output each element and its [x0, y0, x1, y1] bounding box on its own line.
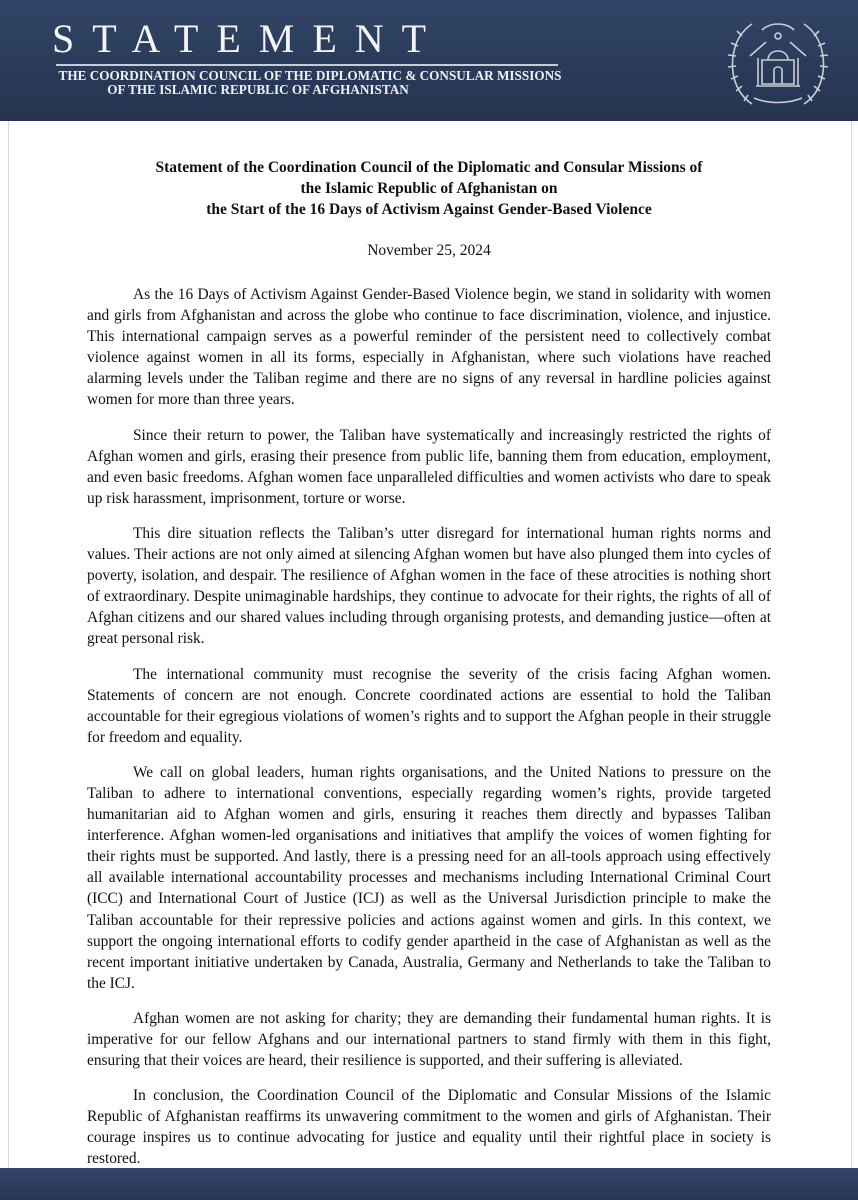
paragraph-1: As the 16 Days of Activism Against Gender-Based Violence begin, we stand in solidarity with women and girls from Afghanistan and across the globe who continue to face discrimination, violence, and injustice. This international campaign serves as a powerful reminder of the persistent need to collectively combat violence against women in all its forms, especially in Afghanistan, where such violations have reached alarming levels under the Taliban regime and there are no signs of any reversal in hardline policies against women for more than three years.	[87, 286, 771, 409]
header-divider	[56, 64, 558, 66]
title-line-3: the Start of the 16 Days of Activism Against Gender-Based Violence	[206, 201, 652, 218]
title-line-2: the Islamic Republic of Afghanistan on	[300, 180, 558, 197]
document-date: November 25, 2024	[367, 242, 491, 259]
footer-banner	[0, 1168, 858, 1200]
header-title: STATEMENT	[52, 16, 445, 61]
title-line-1: Statement of the Coordination Council of the Diplomatic and Consular Missions of	[155, 159, 703, 176]
paragraph-4: The international community must recognise the severity of the crisis facing Afghan women. Statements of concern are not enough. Concrete coordinated actions are essential to hold the Taliban accountable for their egregious violations of women’s rights and to support the Afghan people in their struggle for freedom and equality.	[87, 665, 771, 746]
header-subtitle-line1: THE COORDINATION COUNCIL OF THE DIPLOMATIC & CONSULAR MISSIONS	[58, 68, 562, 83]
header-subtitle-line2: OF THE ISLAMIC REPUBLIC OF AFGHANISTAN	[107, 82, 409, 97]
document-title	[60, 157, 798, 220]
afghanistan-emblem-icon	[722, 6, 834, 114]
paragraph-3: This dire situation reflects the Taliban’s utter disregard for international human rights norms and values. Their actions are not only aimed at silencing Afghan women but have also plunged them into cycles of poverty, isolation, and despair. The resilience of Afghan women in the face of these atrocities is nothing short of extraordinary. Despite unimaginable hardships, they continue to advocate for their rights, the rights of all of Afghan citizens and our shared values including through organising protests, and demanding justice—often at great personal risk.	[87, 524, 771, 648]
letterhead-banner	[0, 0, 858, 121]
paragraph-6: Afghan women are not asking for charity; they are demanding their fundamental human rights. It is imperative for our fellow Afghans and our international partners to stand firmly with them in this fight, ensuring that their voices are heard, their resilience is supported, and their suffering is alleviated.	[87, 1009, 771, 1070]
paragraph-5: We call on global leaders, human rights organisations, and the United Nations to pressure on the Taliban to adhere to international conventions, especially regarding women’s rights, provide targeted humanitarian aid to Afghan women and girls, ensuring it reaches them directly and bypasses Taliban interference. Afghan women-led organisations and initiatives that amplify the voices of women fighting for their rights must be supported. And lastly, there is a pressing need for an all-tools approach using effectively all available international accountability processes and mechanisms including International Criminal Court (ICC) and International Court of Justice (ICJ) as well as the Universal Jurisdiction principle to make the Taliban accountable for their repressive policies and actions against women and girls. In this context, we support the ongoing international efforts to codify gender apartheid in the case of Afghanistan as well as the recent important initiative undertaken by Canada, Australia, Germany and Netherlands to take the Taliban to the ICJ.	[87, 763, 771, 992]
paragraph-7: In conclusion, the Coordination Council of the Diplomatic and Consular Missions of the Islamic Republic of Afghanistan reaffirms its unwavering commitment to the women and girls of Afghanistan. Their courage inspires us to continue advocating for justice and equality until their rightful place in society is restored.	[87, 1087, 771, 1168]
paragraph-2: Since their return to power, the Taliban have systematically and increasingly restricted the rights of Afghan women and girls, erasing their presence from public life, banning them from education, employment, and even basic freedoms. Afghan women face unparalleled difficulties and women activists who dare to speak up risk harassment, imprisonment, torture or worse.	[87, 426, 771, 507]
statement-body	[87, 284, 771, 1184]
